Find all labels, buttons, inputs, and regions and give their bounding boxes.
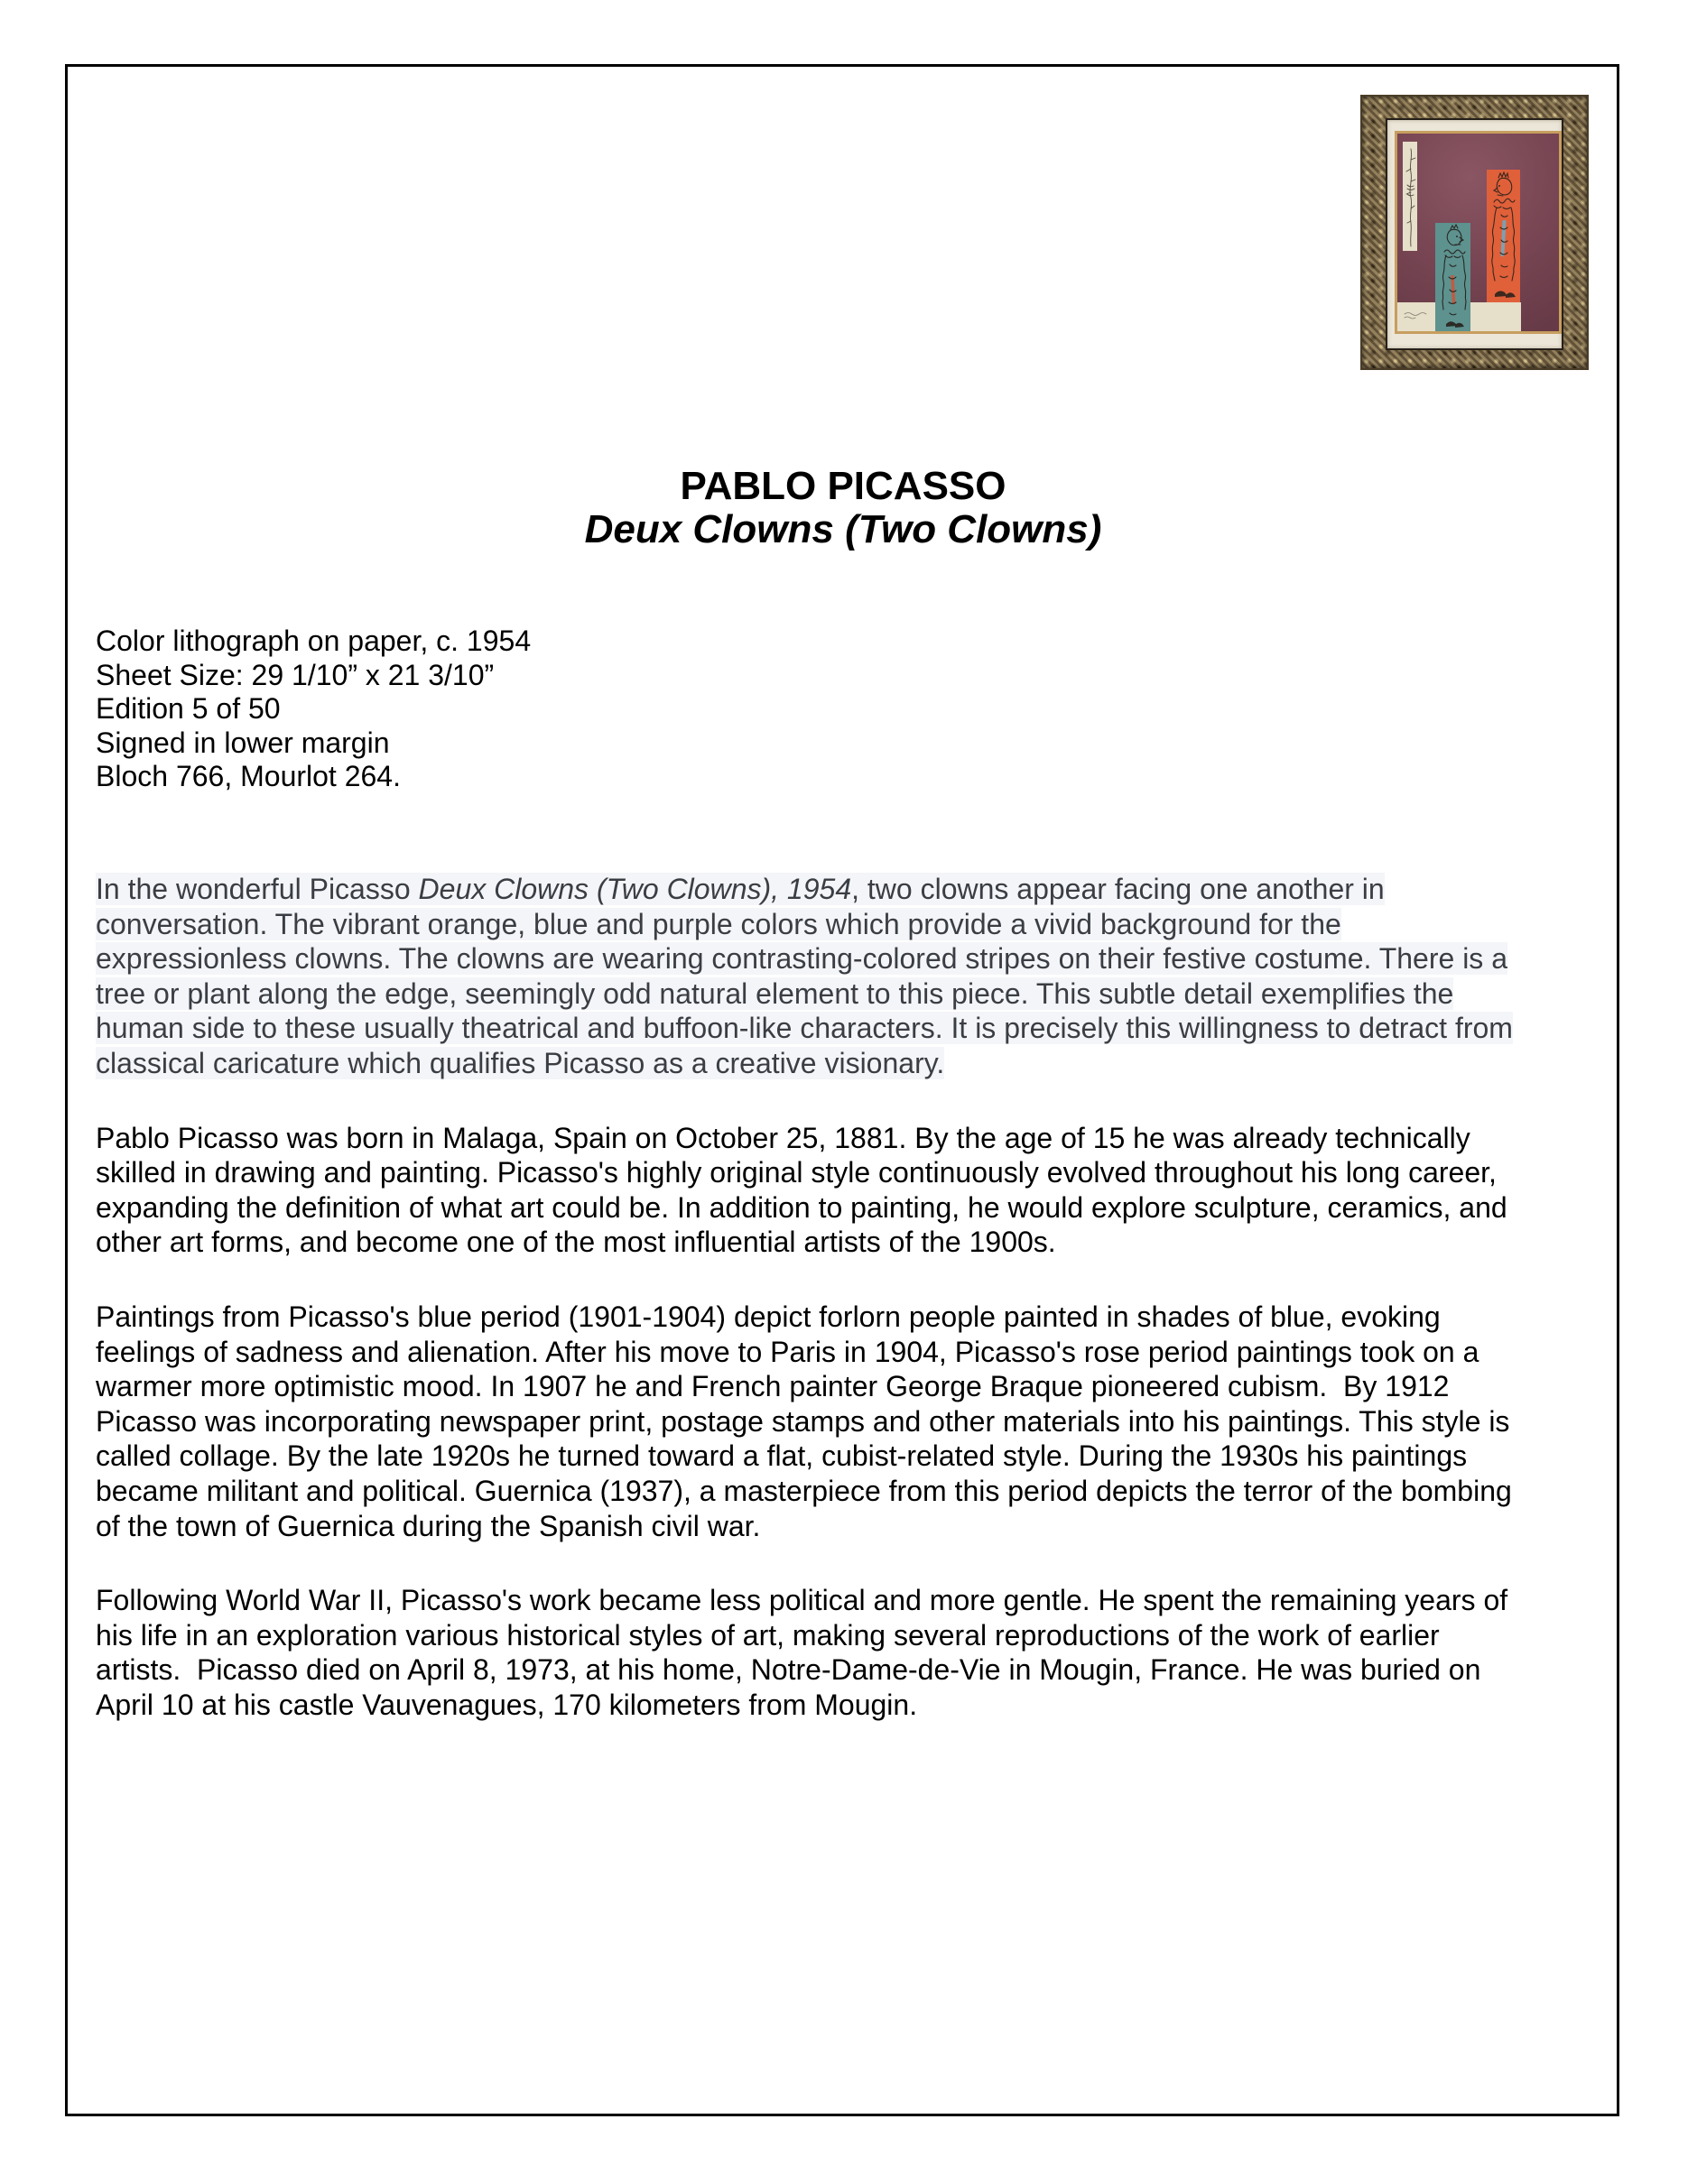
frame-mat [1386, 118, 1563, 350]
italic-artwork-title: Deux Clowns (Two Clowns), 1954 [418, 873, 852, 905]
title-block [94, 465, 1592, 551]
paragraph [96, 1121, 1594, 1260]
text-line [96, 1335, 1594, 1370]
text-run: artists. Picasso died on April 8, 1973, at his home, Notre-Dame-de-Vie in Mougin, France. He was buried on [96, 1653, 1481, 1687]
detail-text: Sheet Size: 29 1/10” x 21 3/10” [96, 658, 495, 691]
text-line [96, 872, 1594, 907]
detail-text: Edition 5 of 50 [96, 692, 281, 725]
detail-line [96, 625, 531, 659]
text-run: classical caricature which qualifies Picasso as a creative visionary. [96, 1046, 945, 1079]
paragraph [96, 872, 1594, 1081]
text-run: his life in an exploration various historical styles of art, making several reproductions of the work of earlier [96, 1618, 1440, 1652]
text-line [96, 1583, 1594, 1618]
plant-drawing [1403, 142, 1417, 251]
text-line [96, 1618, 1594, 1653]
text-run: called collage. By the late 1920s he turned toward a flat, cubist-related style. During the 1930s his paintings [96, 1439, 1468, 1473]
text-line [96, 1190, 1594, 1226]
text-run: tree or plant along the edge, seemingly odd natural element to this piece. This subtle detail exemplifies the [96, 976, 1454, 1010]
text-line [96, 1474, 1594, 1509]
text-run: Pablo Picasso was born in Malaga, Spain on October 25, 1881. By the age of 15 he was already technically [96, 1121, 1470, 1154]
orange-clown-drawing [1487, 170, 1520, 302]
orange-clown-panel [1487, 170, 1520, 302]
text-line [96, 1121, 1594, 1156]
details-block [96, 625, 531, 794]
text-line [96, 1404, 1594, 1439]
detail-line [96, 692, 531, 726]
page-subtitle: Deux Clowns (Two Clowns) [584, 507, 1102, 551]
lithograph-print [1395, 131, 1562, 334]
text-line [96, 1155, 1594, 1190]
text-line [96, 1046, 1594, 1081]
detail-line [96, 726, 531, 761]
text-line [96, 1225, 1594, 1260]
paragraph [96, 1300, 1594, 1543]
text-line [96, 976, 1594, 1012]
text-run: feelings of sadness and alienation. After his move to Paris in 1904, Picasso's rose period paintings took on a [96, 1335, 1479, 1368]
paragraph [96, 1583, 1594, 1722]
body-paragraphs [96, 872, 1594, 1722]
teal-clown-panel [1435, 223, 1470, 331]
text-line [96, 907, 1594, 942]
text-line [96, 1688, 1594, 1723]
text-run: expanding the definition of what art could be. In addition to painting, he would explore sculpture, ceramics, and [96, 1190, 1507, 1224]
text-run: Picasso was incorporating newspaper print, postage stamps and other materials into his paintings. This style is [96, 1404, 1510, 1438]
text-line [96, 1011, 1594, 1046]
text-line [96, 1509, 1594, 1544]
text-run: human side to these usually theatrical and buffoon-like characters. It is precisely this willingness to detract from [96, 1012, 1513, 1045]
plant-strip [1403, 142, 1417, 251]
detail-line [96, 659, 531, 693]
text-run: expressionless clowns. The clowns are wearing contrasting-colored stripes on their festive costume. There is a [96, 942, 1507, 976]
text-run: warmer more optimistic mood. In 1907 he and French painter George Braque pioneered cubism. By 1912 [96, 1370, 1450, 1403]
text-line [96, 1439, 1594, 1474]
text-run: conversation. The vibrant orange, blue and purple colors which provide a vivid background for the [96, 907, 1341, 940]
text-run: In the wonderful Picasso Deux Clowns (Two Clowns), 1954, two clowns appear facing one another in [96, 873, 1385, 905]
text-line [96, 941, 1594, 976]
text-run: other art forms, and become one of the most influential artists of the 1900s. [96, 1226, 1056, 1259]
detail-text: Bloch 766, Mourlot 264. [96, 760, 401, 792]
page-title: PABLO PICASSO [680, 464, 1006, 508]
text-run: Paintings from Picasso's blue period (1901-1904) depict forlorn people painted in shades of blue, evoking [96, 1300, 1441, 1333]
detail-text: Color lithograph on paper, c. 1954 [96, 625, 532, 657]
text-run: Following World War II, Picasso's work became less political and more gentle. He spent the remaining years of [96, 1584, 1508, 1617]
text-run: April 10 at his castle Vauvenagues, 170 kilometers from Mougin. [96, 1688, 918, 1721]
signature-marks [1403, 310, 1433, 319]
detail-text: Signed in lower margin [96, 726, 390, 759]
teal-clown-drawing [1435, 223, 1470, 331]
text-line [96, 1652, 1594, 1688]
ornate-gold-frame [1360, 95, 1589, 370]
text-line [96, 1369, 1594, 1404]
framed-artwork [1360, 95, 1589, 370]
text-line [96, 1300, 1594, 1335]
detail-line [96, 760, 531, 794]
text-run: of the town of Guernica during the Spanish civil war. [96, 1509, 761, 1542]
text-run: became militant and political. Guernica (1937), a masterpiece from this period depicts the terror of the bombing [96, 1474, 1512, 1507]
text-run: skilled in drawing and painting. Picasso's highly original style continuously evolved throughout his long career, [96, 1156, 1497, 1189]
